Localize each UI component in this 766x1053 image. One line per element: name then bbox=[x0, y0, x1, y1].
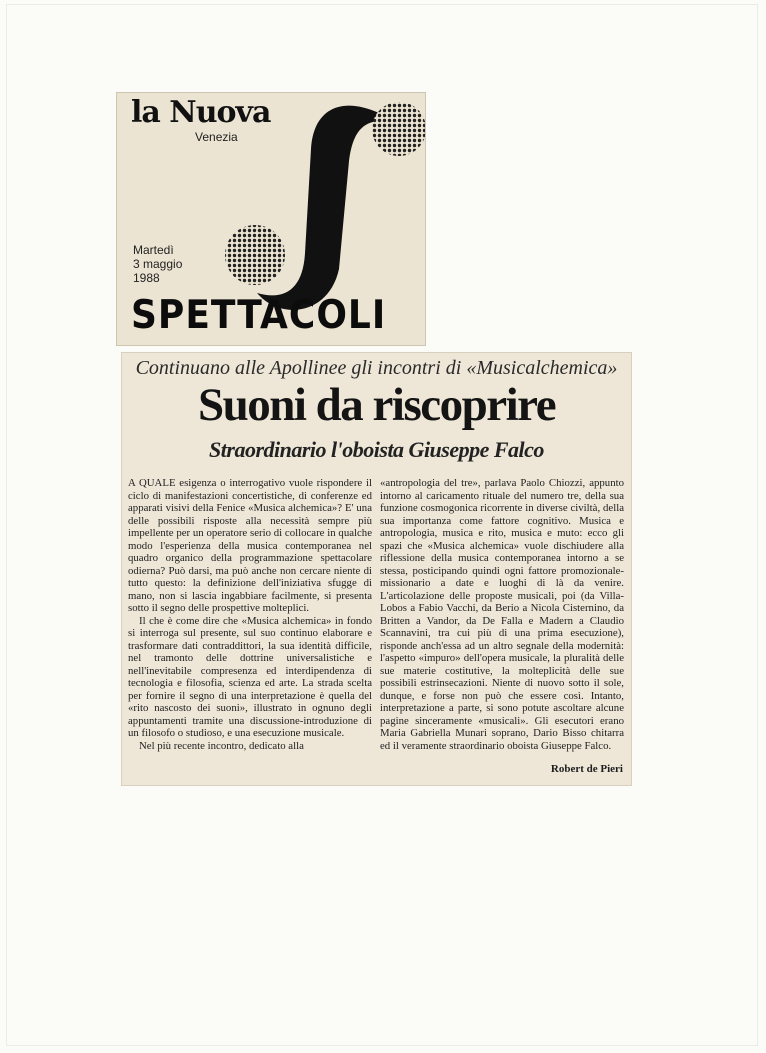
article-paragraph: A QUALE esigenza o interrogativo vuole rispondere il ciclo di manifestazioni concertistiche, di conferenze ed apparati visivi della Fenice «Musica alchemica»? E' una delle possibili risposte alla necessità sempre più impellente per un operatore serio di collocare in qualche modo l'esperienza della musica contemporanea nel quadro organico della programmazione spettacolare odierna? Può darsi, ma può anche non cercare niente di tutto questo: la definizione dell'iniziativa sfugge di mano, non si lascia ingabbiare facilmente, si presenta sotto il segno delle prospettive molteplici. bbox=[128, 477, 372, 614]
article-column-right bbox=[380, 477, 624, 752]
issue-date bbox=[133, 243, 182, 285]
logo-s-shape bbox=[257, 106, 389, 310]
date-day-month: 3 maggio bbox=[133, 257, 183, 271]
date-year: 1988 bbox=[133, 271, 160, 285]
logo-dot-circle-top bbox=[372, 102, 426, 156]
newspaper-edition: Venezia bbox=[195, 130, 238, 144]
article-kicker: Continuano alle Apollinee gli incontri di «Musicalchemica» bbox=[135, 357, 618, 379]
article-paragraph: «antropologia del tre», parlava Paolo Chiozzi, appunto intorno al caricamento rituale del numero tre, della sua funzione cosmogonica ricorrente in diverse civiltà, della sua importanza come fattore cognitivo. Musica e antropologia, musica e rito, musica e muto: ecco gli spazi che «Musica alchemica» vuole dischiudere alla riflessione della musica contemporanea intorno a se stessa, posticipando quindi ogni fattore promozionale-missionario a date e luoghi di là da venire. L'articolazione delle proposte musicali, poi (da Villa-Lobos a Fabio Vacchi, da Berio a Nicola Cisternino, da Britten a Vandor, da De Falla e Madern a Claudio Scannavini, tra cui più di una prima esecuzione), risponde anch'essa ad un altro segnale della modernità: l'aspetto «impuro» dell'opera musicale, la pluralità delle sue materie costitutive, la molteplicità delle sue possibili estrinsecazioni. Niente di nuovo sotto il sole, dunque, e forse non può che essere così. Intanto, interpretazione a parte, si sono potute ascoltare alcune pagine sinceramente «musicali». Gli esecutori erano Maria Gabriella Munari soprano, Dario Bisso chitarra ed il veramente straordinario oboista Giuseppe Falco. bbox=[380, 477, 624, 752]
article-column-left bbox=[128, 477, 372, 752]
article-clipping bbox=[121, 352, 632, 786]
article-paragraph: Il che è come dire che «Musica alchemica» in fondo si interroga sul presente, sul suo continuo elaborare e trasformare dati contraddittori, la sua identità difficile, nel tramonto delle dottrine universalistiche e nell'inevitabile compresenza ed interdipendenza di tecnologia e filosofia, scienza ed arte. La strada scelta per fornire il segno di una interpretazione è quella del «rito nascosto dei suoni», illustrato in ognuno degli appuntamenti tramite una discussione-introduzione di un filosofo o studioso, e una esecuzione musicale. bbox=[128, 614, 372, 739]
article-headline: Suoni da riscoprire bbox=[197, 379, 556, 431]
article-subhead: Straordinario l'oboista Giuseppe Falco bbox=[209, 437, 544, 462]
date-day: Martedì bbox=[133, 243, 174, 257]
article-author: Robert de Pieri bbox=[550, 763, 623, 775]
section-title: SPETTACOLI bbox=[131, 293, 387, 338]
newspaper-name: la Nuova bbox=[131, 95, 271, 130]
newspaper-masthead bbox=[116, 92, 426, 346]
logo-dot-circle-bottom bbox=[225, 225, 285, 285]
article-paragraph: Nel più recente incontro, dedicato alla bbox=[139, 739, 304, 752]
